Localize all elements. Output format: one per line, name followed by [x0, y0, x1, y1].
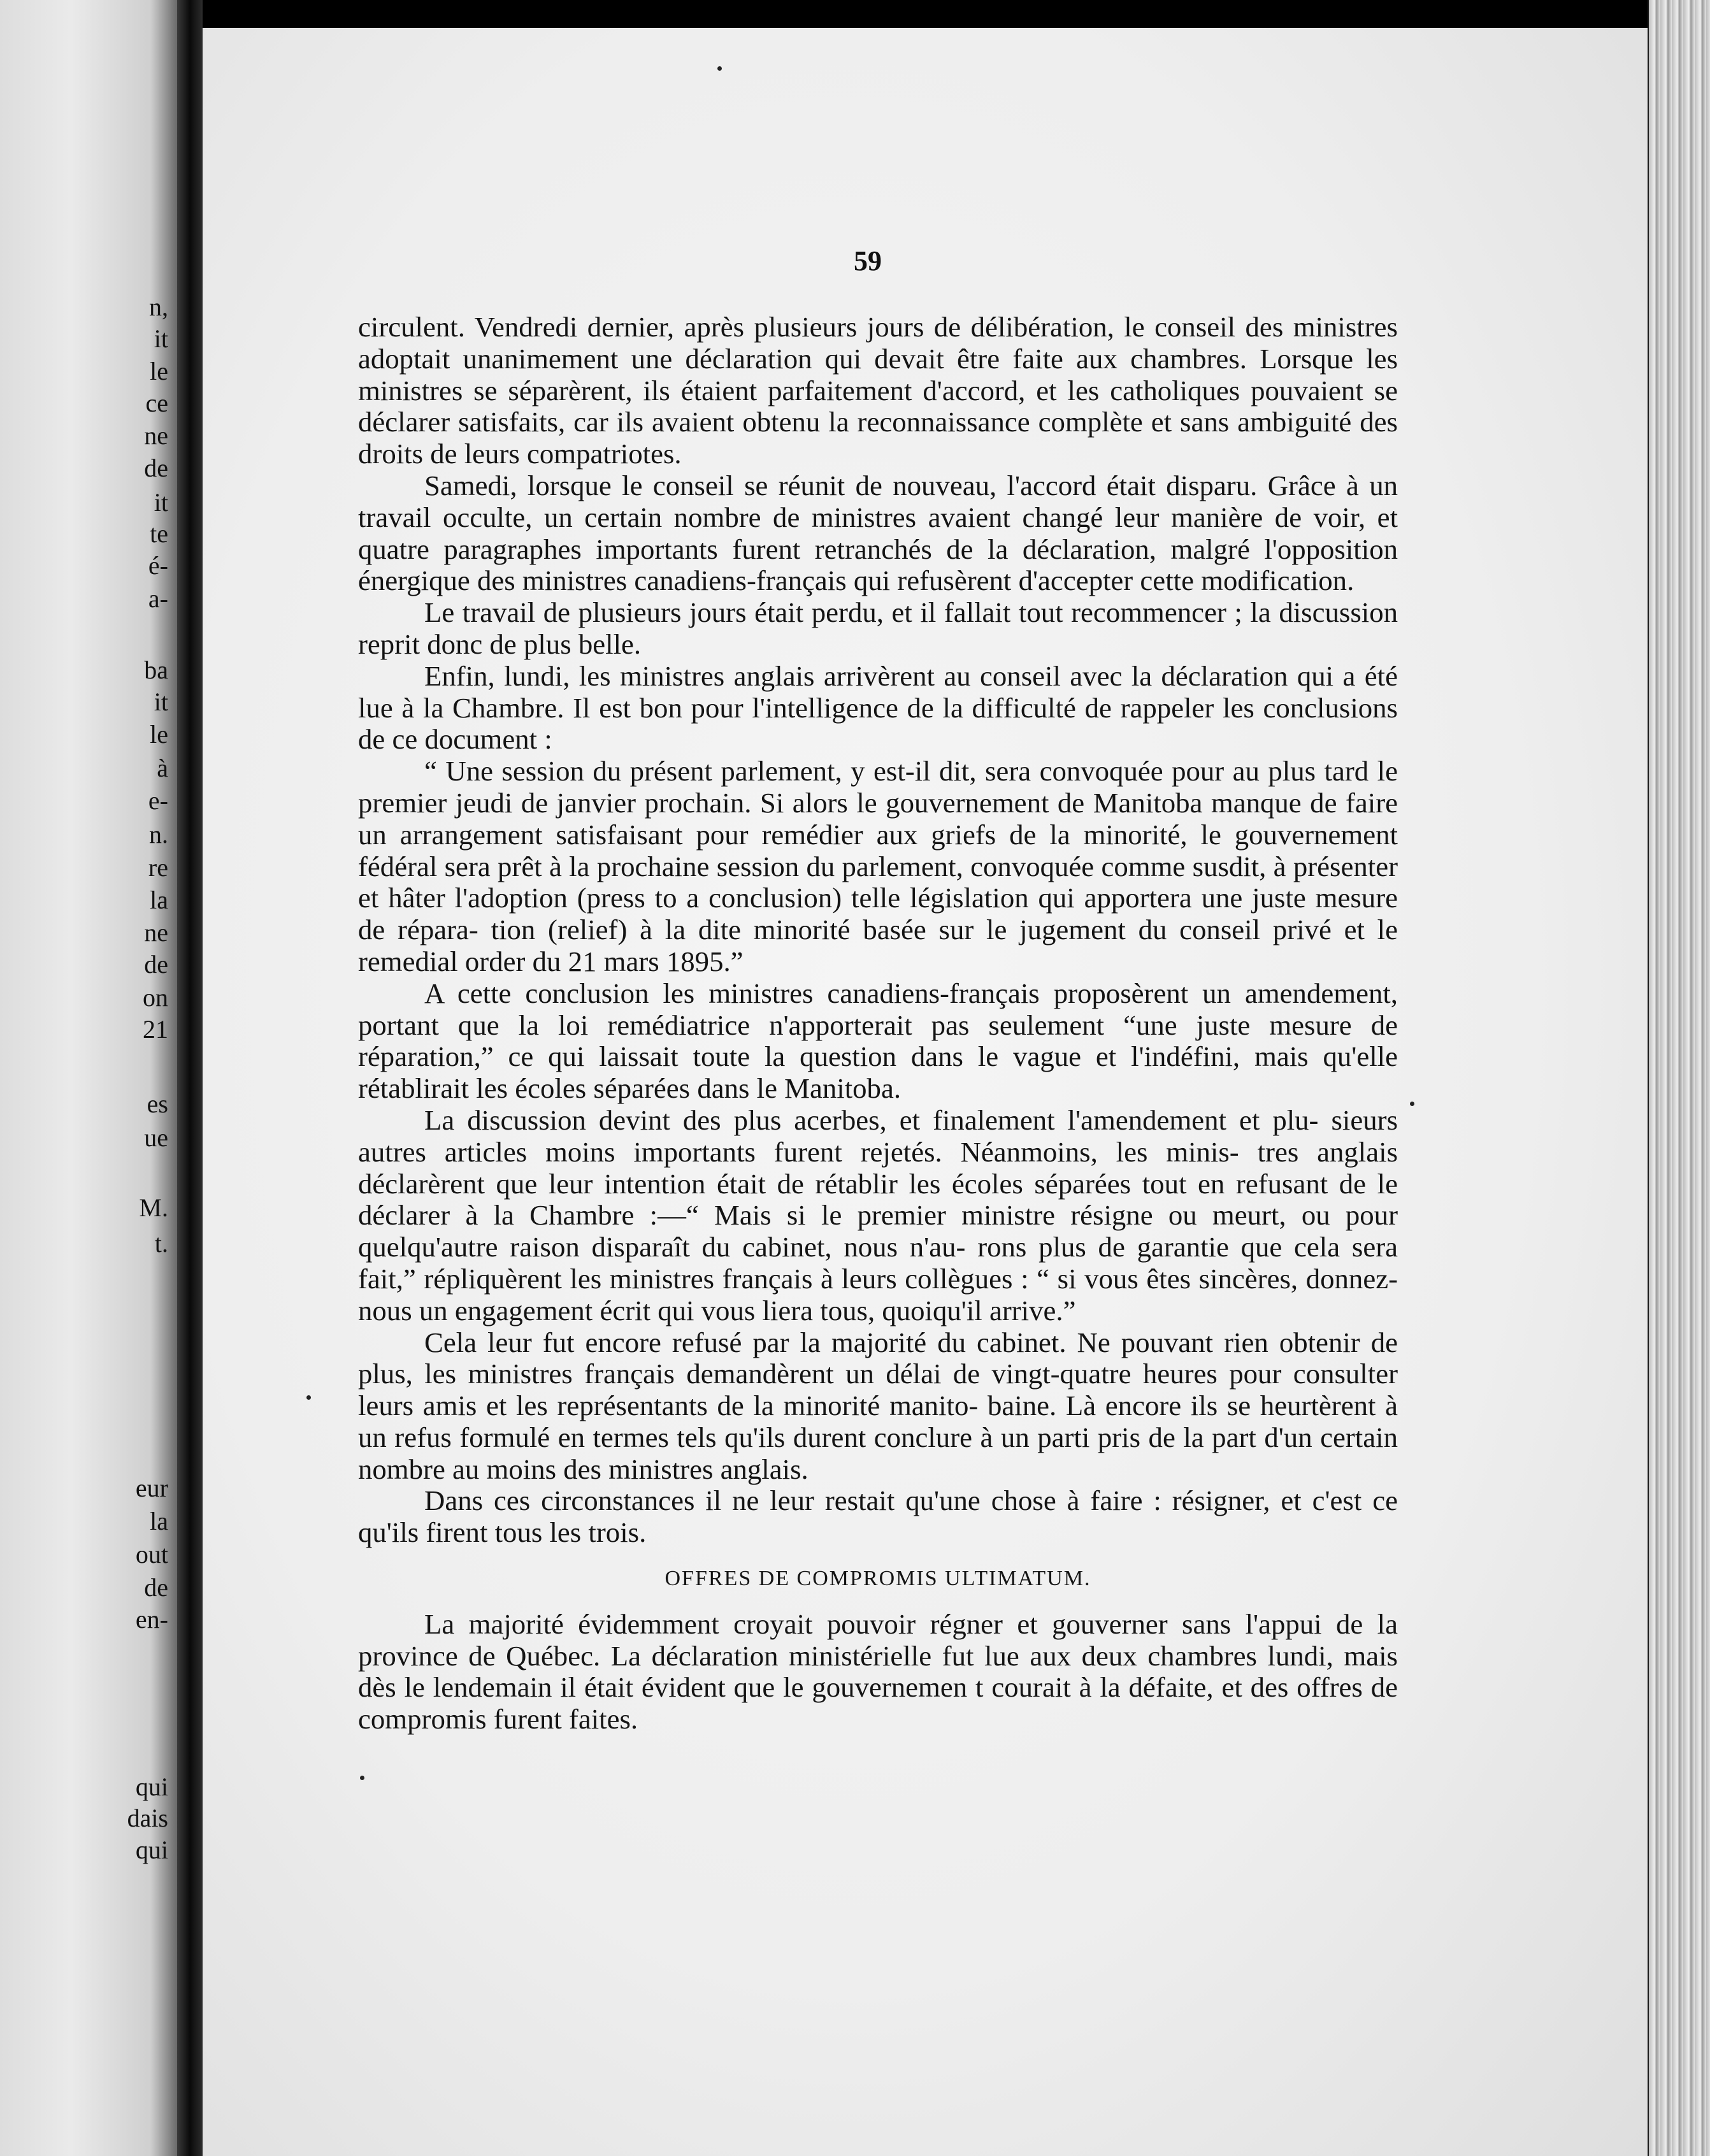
facing-page-fragment: qui	[135, 1836, 168, 1864]
paragraph: La discussion devint des plus acerbes, et finalement l'amendement et plu- sieurs autres articles moins importants furent rejetés. Néanmoins, les minis- tres anglais déclarèrent que leur intention était de rétablir les écoles séparées tout en refusant de le déclarer à la Chambre :—“ Mais si le premier ministre résigne ou meurt, ou pour quelqu'autre raison disparaît du cabinet, nous n'au- rons plus de garantie que cela sera fait,” répliquèrent les ministres français à leurs collègues : “ si vous êtes sincères, donnez-nous un engagement écrit qui vous liera tous, quoiqu'il arrive.”	[358, 1103, 1398, 1326]
scan-speck	[360, 1776, 364, 1780]
paragraph: Cela leur fut encore refusé par la majorité du cabinet. Ne pouvant rien obtenir de plus, les ministres français demandèrent un délai de vingt-quatre heures pour consulter leurs amis et les représentants de la minorité manito- baine. Là encore ils se heurtèrent à un refus formulé en termes tels qu'ils durent conclure à un parti pris de la part d'un certain nombre au moins des ministres anglais.	[358, 1326, 1398, 1485]
facing-page-fragment: la	[150, 1507, 168, 1535]
facing-page-fragment: 21	[143, 1015, 168, 1044]
facing-page-edge	[0, 0, 177, 2156]
facing-page-fragment: n.	[149, 820, 168, 849]
paragraph: Dans ces circonstances il ne leur restait qu'une chose à faire : résigner, et c'est ce qu'ils firent tous les trois.	[358, 1484, 1398, 1549]
scan-speck	[1410, 1102, 1414, 1106]
scan-speck	[306, 1395, 311, 1400]
facing-page-fragment: ne	[144, 918, 168, 947]
facing-page-fragment: eur	[135, 1474, 168, 1502]
facing-page-fragment: é-	[148, 551, 168, 580]
facing-page-fragment: en-	[135, 1605, 168, 1634]
paragraph: A cette conclusion les ministres canadiens-français proposèrent un amendement, portant que la loi remédiatrice n'apporterait pas seulement “une juste mesure de réparation,” ce qui laissait toute la question dans le vague et l'indéfini, mais qu'elle rétablirait les écoles séparées dans le Manitoba.	[358, 977, 1398, 1105]
facing-page-fragment: dais	[127, 1804, 168, 1832]
facing-page-fragment: re	[148, 853, 168, 882]
facing-page-fragment: de	[144, 950, 168, 979]
facing-page-fragment: it	[154, 324, 168, 353]
facing-page-fragment: t.	[154, 1229, 168, 1258]
facing-page-fragment: le	[150, 357, 168, 385]
facing-page-fragment: le	[150, 720, 168, 749]
facing-page-fragment: te	[150, 519, 168, 548]
facing-page-fragment: on	[143, 983, 168, 1012]
facing-page-fragment: de	[144, 454, 168, 482]
facing-page-fragment: n,	[149, 292, 168, 321]
facing-page-fragment: it	[154, 687, 168, 716]
facing-page-fragment: ne	[144, 421, 168, 450]
facing-page-fragment: la	[150, 886, 168, 914]
facing-page-fragment: de	[144, 1573, 168, 1602]
facing-page-fragment: out	[135, 1540, 168, 1569]
paragraph: Samedi, lorsque le conseil se réunit de nouveau, l'accord était disparu. Grâce à un travail occulte, un certain nombre de ministres avaient changé leur manière de voir, et quatre paragraphes importants furent retranchés de la déclaration, malgré l'opposition énergique des ministres canadiens-français qui refusèrent d'accepter cette modification.	[358, 469, 1398, 597]
facing-page-text-fragments	[0, 0, 177, 2156]
facing-page-fragment: it	[154, 488, 168, 517]
book-gutter	[177, 0, 203, 2156]
facing-page-fragment: M.	[139, 1193, 168, 1222]
closing-paragraph: La majorité évidemment croyait pouvoir régner et gouverner sans l'appui de la province de Québec. La déclaration ministérielle fut lue aux deux chambres lundi, mais dès le lendemain il était évident que le gouvernemen t courait à la défaite, et des offres de compromis furent faites.	[358, 1607, 1398, 1736]
page-number: 59	[854, 245, 882, 277]
section-heading: OFFRES DE COMPROMIS ULTIMATUM.	[665, 1567, 1091, 1591]
quoted-declaration: “ Une session du présent parlement, y est-il dit, sera convoquée pour au plus tard le premier jeudi de janvier prochain. Si alors le gouvernement de Manitoba manque de faire un arrangement satisfaisant pour remédier aux griefs de la minorité, le gouvernement fédéral sera prêt à la prochaine session du parlement, convoquée comme susdit, à présenter et hâter l'adoption (press to a conclusion) telle législation qui apportera une juste mesure de répara- tion (relief) à la dite minorité basée sur le jugement du conseil privé et le remedial order du 21 mars 1895.”	[358, 755, 1398, 977]
body-text	[358, 312, 1398, 1736]
paragraph: Le travail de plusieurs jours était perdu, et il fallait tout recommencer ; la discussion reprit donc de plus belle.	[358, 596, 1398, 660]
paragraph: circulent. Vendredi dernier, après plusieurs jours de délibération, le conseil des ministres adoptait unanimement une déclaration qui devait être faite aux chambres. Lorsque les ministres se séparèrent, ils étaient parfaitement d'accord, et les catholiques pouvaient se déclarer satisfaits, car ils avaient obtenu la reconnaissance complète et sans ambiguité des droits de leurs compatriotes.	[358, 311, 1398, 470]
facing-page-fragment: à	[157, 754, 168, 782]
book-page-edges	[1649, 0, 1710, 2156]
facing-page-fragment: e-	[148, 786, 168, 815]
facing-page-fragment: ce	[145, 389, 168, 417]
facing-page-fragment: a-	[148, 584, 168, 613]
facing-page-fragment: qui	[135, 1772, 168, 1801]
paragraph: Enfin, lundi, les ministres anglais arrivèrent au conseil avec la déclaration qui a été lue à la Chambre. Il est bon pour l'intelligence de la difficulté de rappeler les conclusions de ce document :	[358, 659, 1398, 756]
scan-speck	[717, 66, 722, 71]
facing-page-fragment: ba	[144, 656, 168, 684]
facing-page-fragment: es	[147, 1089, 168, 1118]
facing-page-fragment: ue	[144, 1123, 168, 1152]
